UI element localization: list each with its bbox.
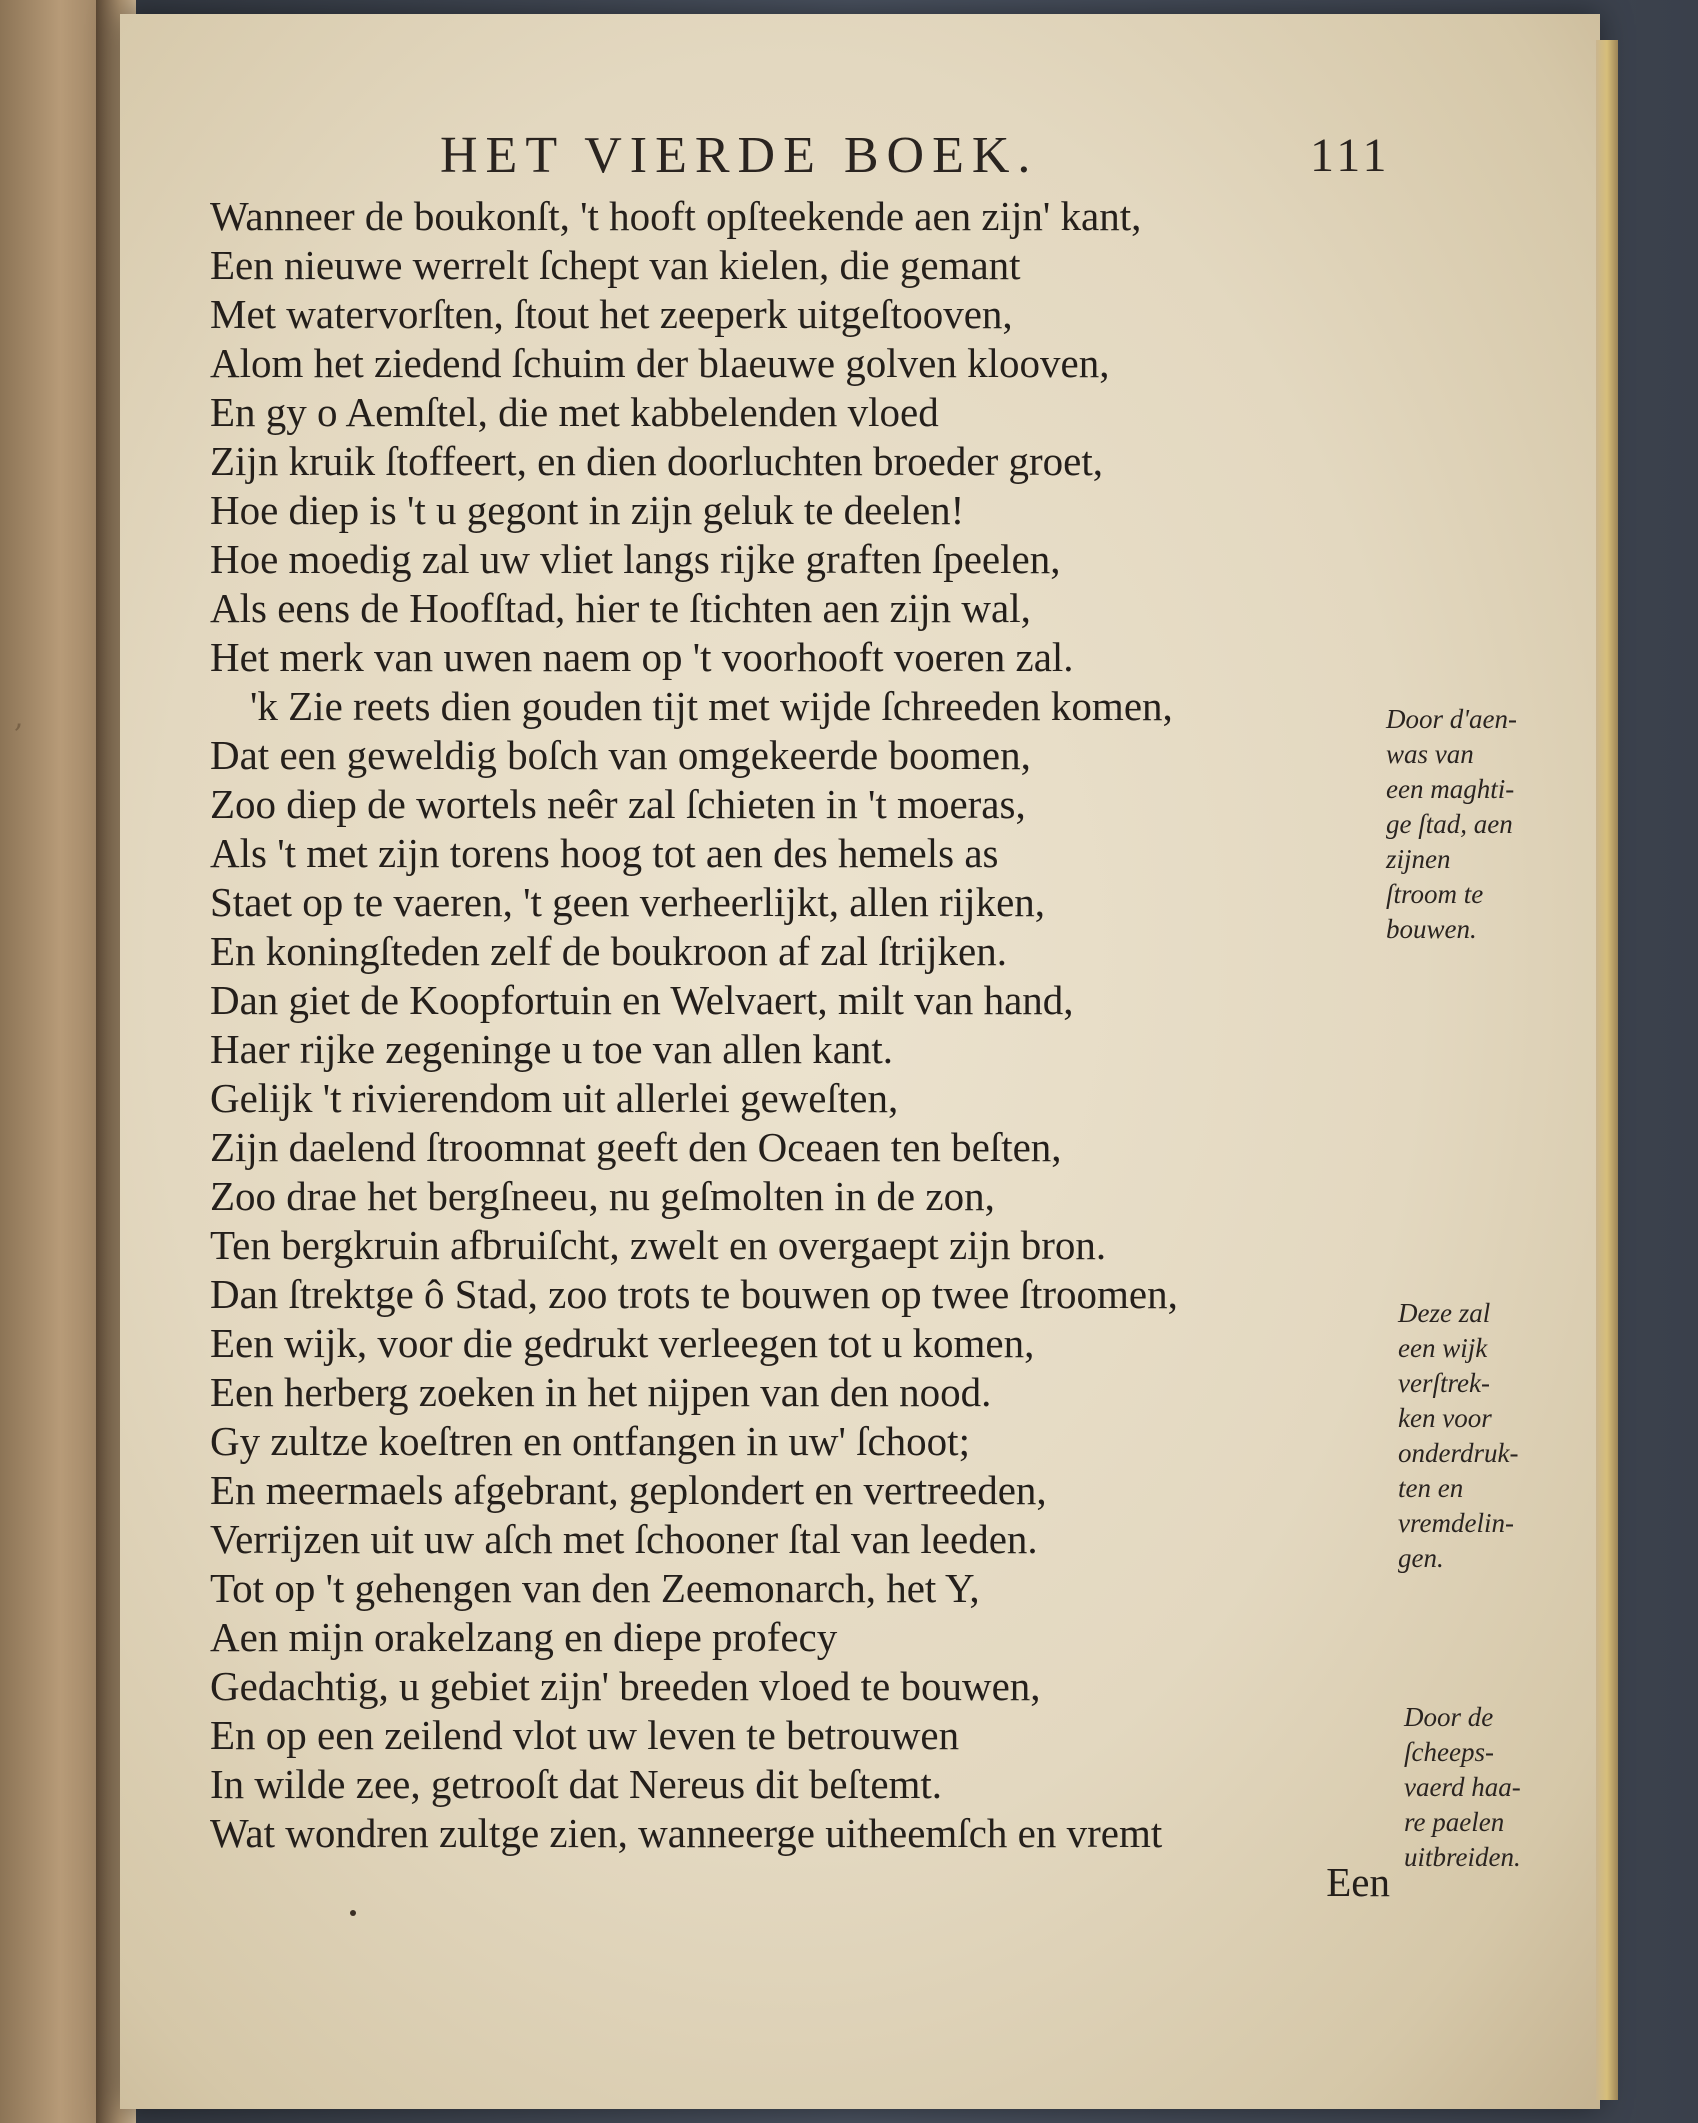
verse-line: Met watervorſten, ſtout het zeeperk uitgeſtooven, bbox=[210, 291, 1013, 337]
verse-line: Hoe diep is 't u gegont in zijn geluk te deelen! bbox=[210, 487, 965, 533]
verse-line: Zijn kruik ſtoffeert, en dien doorluchten broeder groet, bbox=[210, 438, 1103, 484]
verse-line: Dat een geweldig boſch van omgekeerde boomen, bbox=[210, 732, 1031, 778]
margin-note-line: een maghti- bbox=[1386, 774, 1515, 804]
margin-note-line: zijnen bbox=[1386, 844, 1451, 874]
verse-line: Hoe moedig zal uw vliet langs rijke graften ſpeelen, bbox=[210, 536, 1061, 582]
verse-line: Aen mijn orakelzang en diepe profecy bbox=[210, 1614, 838, 1660]
catchword: Een bbox=[1326, 1859, 1390, 1905]
verse-line: En gy o Aemſtel, die met kabbelenden vloed bbox=[210, 389, 939, 435]
margin-note-line: vremdelin- bbox=[1398, 1508, 1514, 1538]
verse-line: Dan giet de Koopfortuin en Welvaert, milt van hand, bbox=[210, 977, 1074, 1023]
verse-line: Tot op 't gehengen van den Zeemonarch, het Y, bbox=[210, 1565, 980, 1611]
verse-line: Een wijk, voor die gedrukt verleegen tot u komen, bbox=[210, 1320, 1035, 1366]
verse-line: In wilde zee, getrooſt dat Nereus dit beſtemt. bbox=[210, 1761, 943, 1807]
margin-note-line: uitbreiden. bbox=[1404, 1842, 1521, 1872]
verse-line: Als eens de Hoofſtad, hier te ſtichten aen zijn wal, bbox=[210, 585, 1031, 631]
margin-note-line: ſtroom te bbox=[1386, 879, 1484, 909]
margin-note-line: gen. bbox=[1398, 1543, 1444, 1573]
verse-line: Zoo drae het bergſneeu, nu geſmolten in de zon, bbox=[210, 1173, 995, 1219]
verse-line: En meermaels afgebrant, geplondert en vertreeden, bbox=[210, 1467, 1047, 1513]
margin-note-line: ſcheeps- bbox=[1404, 1737, 1494, 1767]
verse-line: Gelijk 't rivierendom uit allerlei geweſten, bbox=[210, 1075, 899, 1121]
verse-line: Haer rijke zegeninge u toe van allen kant. bbox=[210, 1026, 894, 1072]
facing-page-mark: , bbox=[14, 700, 24, 735]
verse-line: En op een zeilend vlot uw leven te betrouwen bbox=[210, 1712, 960, 1758]
margin-note-line: ken voor bbox=[1398, 1403, 1492, 1433]
margin-note-line: was van bbox=[1386, 739, 1474, 769]
verse-line: Een herberg zoeken in het nijpen van den nood. bbox=[210, 1369, 992, 1415]
verse-line: Dan ſtrektge ô Stad, zoo trots te bouwen op twee ſtroomen, bbox=[210, 1271, 1178, 1317]
margin-note-line: vaerd haa- bbox=[1404, 1772, 1521, 1802]
verse-line: Gedachtig, u gebiet zijn' breeden vloed te bouwen, bbox=[210, 1663, 1041, 1709]
verse-line: Een nieuwe werrelt ſchept van kielen, die gemant bbox=[210, 242, 1021, 288]
margin-note-line: onderdruk- bbox=[1398, 1438, 1519, 1468]
verse-line: Wat wondren zultge zien, wanneerge uitheemſch en vremt bbox=[210, 1810, 1163, 1856]
margin-note-line: ten en bbox=[1398, 1473, 1464, 1503]
margin-note-1 bbox=[1386, 702, 1517, 947]
margin-note-line: bouwen. bbox=[1386, 914, 1477, 944]
ink-speck bbox=[350, 1910, 356, 1916]
verse-line: Staet op te vaeren, 't geen verheerlijkt, allen rijken, bbox=[210, 879, 1046, 925]
margin-note-line: re paelen bbox=[1404, 1807, 1505, 1837]
verse-line: Zijn daelend ſtroomnat geeft den Oceaen ten beſten, bbox=[210, 1124, 1062, 1170]
margin-note-line: een wijk bbox=[1398, 1333, 1488, 1363]
verse-line: 'k Zie reets dien gouden tijt met wijde ſchreeden komen, bbox=[250, 683, 1173, 729]
verse-line: Het merk van uwen naem op 't voorhooft voeren zal. bbox=[210, 634, 1074, 680]
verse-line: Gy zultze koeſtren en ontfangen in uw' ſchoot; bbox=[210, 1418, 970, 1464]
margin-note-line: Door de bbox=[1404, 1702, 1494, 1732]
running-head: HET VIERDE BOEK. bbox=[440, 127, 1039, 184]
margin-note-line: ge ſtad, aen bbox=[1386, 809, 1513, 839]
margin-note-2 bbox=[1398, 1296, 1518, 1576]
margin-note-line: Door d'aen- bbox=[1386, 704, 1518, 734]
margin-note-line: verſtrek- bbox=[1398, 1368, 1490, 1398]
margin-note-line: Deze zal bbox=[1398, 1298, 1491, 1328]
verse-line: Verrijzen uit uw aſch met ſchooner ſtal van leeden. bbox=[210, 1516, 1038, 1562]
facing-page-edge bbox=[0, 0, 110, 2123]
verse-line: Ten bergkruin afbruiſcht, zwelt en overgaept zijn bron. bbox=[210, 1222, 1107, 1268]
margin-note-3 bbox=[1404, 1700, 1521, 1875]
verse-line: Alom het ziedend ſchuim der blaeuwe golven klooven, bbox=[210, 340, 1110, 386]
verse-line: Wanneer de boukonſt, 't hooft opſteekende aen zijn' kant, bbox=[210, 193, 1142, 239]
page-number: 111 bbox=[1310, 129, 1391, 182]
verse-line: Als 't met zijn torens hoog tot aen des hemels as bbox=[210, 830, 999, 876]
verse-line: Zoo diep de wortels neêr zal ſchieten in 't moeras, bbox=[210, 781, 1026, 827]
verse-line: En koningſteden zelf de boukroon af zal ſtrijken. bbox=[210, 928, 1007, 974]
verse-text bbox=[210, 192, 1390, 1907]
page-fore-edge bbox=[1596, 40, 1618, 2100]
